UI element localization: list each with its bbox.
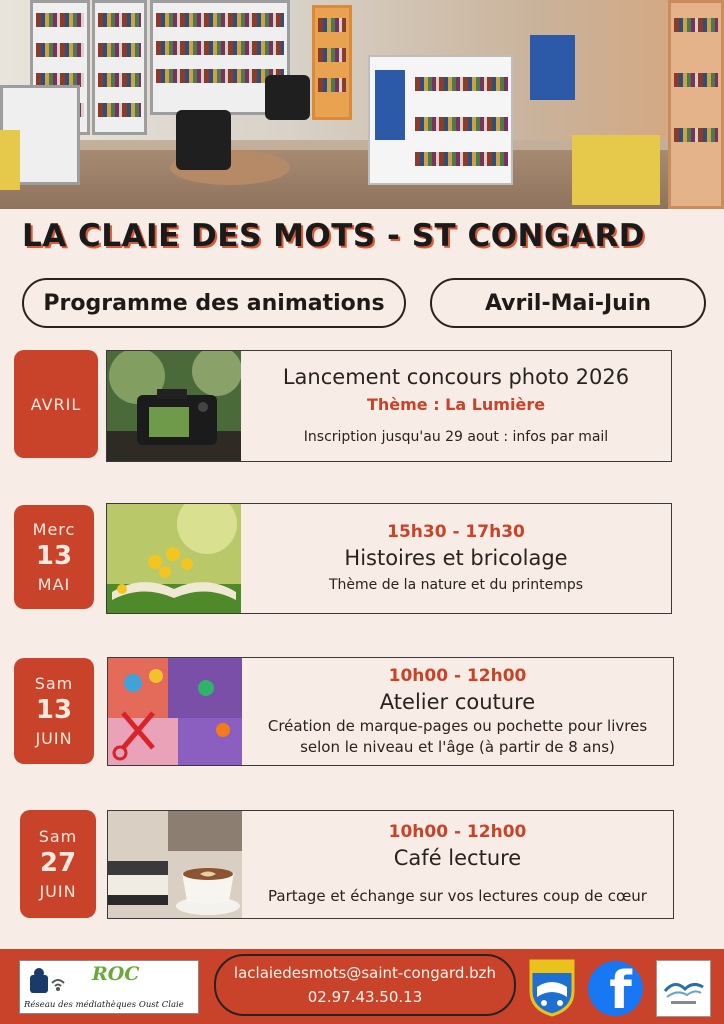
library-photo — [0, 0, 724, 209]
date-weekday: Merc — [32, 520, 76, 540]
event-description-line1: Création de marque-pages ou pochette pour livres — [267, 717, 648, 736]
event-card-sewing — [107, 657, 674, 766]
facebook-icon[interactable] — [588, 961, 643, 1016]
camera-photo-icon — [107, 351, 241, 461]
book-wave-icon — [657, 961, 710, 1016]
roc-logo-text: ROC — [92, 963, 140, 985]
open-book-flowers-photo-icon — [107, 504, 241, 613]
sewing-supplies-photo-icon — [108, 658, 242, 765]
event-description: Inscription jusqu'au 29 aout : infos par mail — [303, 429, 609, 446]
roc-subtitle: Réseau des médiathèques Oust Claie — [24, 1000, 184, 1010]
event-card-stories — [106, 503, 672, 614]
event-date-june-13 — [14, 658, 94, 764]
event-date-may-13 — [14, 505, 94, 609]
date-weekday: Sam — [38, 827, 78, 847]
date-month: AVRIL — [30, 394, 82, 414]
event-card-photo-contest — [106, 350, 672, 462]
event-description: Partage et échange sur vos lectures coup de cœur — [268, 887, 647, 906]
page-title: LA CLAIE DES MOTS - ST CONGARD — [22, 218, 646, 254]
event-date-april — [14, 350, 98, 458]
date-month: MAI — [37, 574, 71, 594]
contact-phone[interactable]: 02.97.43.50.13 — [307, 988, 423, 1006]
period-label: Avril-Mai-Juin — [430, 278, 706, 328]
event-title: Atelier couture — [379, 690, 536, 715]
event-time: 15h30 - 17h30 — [387, 522, 525, 543]
date-month: JUIN — [35, 728, 73, 748]
event-title: Café lecture — [393, 846, 522, 871]
program-label: Programme des animations — [22, 278, 406, 328]
contact-box — [214, 954, 516, 1016]
date-weekday: Sam — [34, 674, 74, 694]
event-theme: Thème : La Lumière — [366, 395, 546, 415]
event-title: Lancement concours photo 2026 — [282, 365, 630, 390]
event-title: Histoires et bricolage — [344, 546, 568, 571]
date-day: 13 — [35, 541, 73, 572]
claie-des-mots-logo — [656, 960, 711, 1017]
roc-logo — [19, 960, 199, 1014]
reader-icon — [22, 965, 92, 1001]
contact-email[interactable]: laclaiedesmots@saint-congard.bzh — [233, 964, 497, 982]
event-description-line2: selon le niveau et l'âge (à partir de 8 ans) — [300, 737, 615, 756]
event-card-cafe-lecture — [107, 810, 674, 919]
date-day: 27 — [39, 848, 77, 879]
event-description: Thème de la nature et du printemps — [328, 577, 584, 594]
event-time: 10h00 - 12h00 — [388, 666, 527, 687]
coffee-books-photo-icon — [108, 811, 242, 918]
date-day: 13 — [35, 695, 73, 726]
event-date-june-27 — [20, 810, 96, 918]
facebook-letter: f — [609, 961, 632, 1016]
date-month: JUIN — [39, 881, 77, 901]
saint-congard-crest-icon — [529, 957, 575, 1017]
event-time: 10h00 - 12h00 — [388, 822, 527, 843]
